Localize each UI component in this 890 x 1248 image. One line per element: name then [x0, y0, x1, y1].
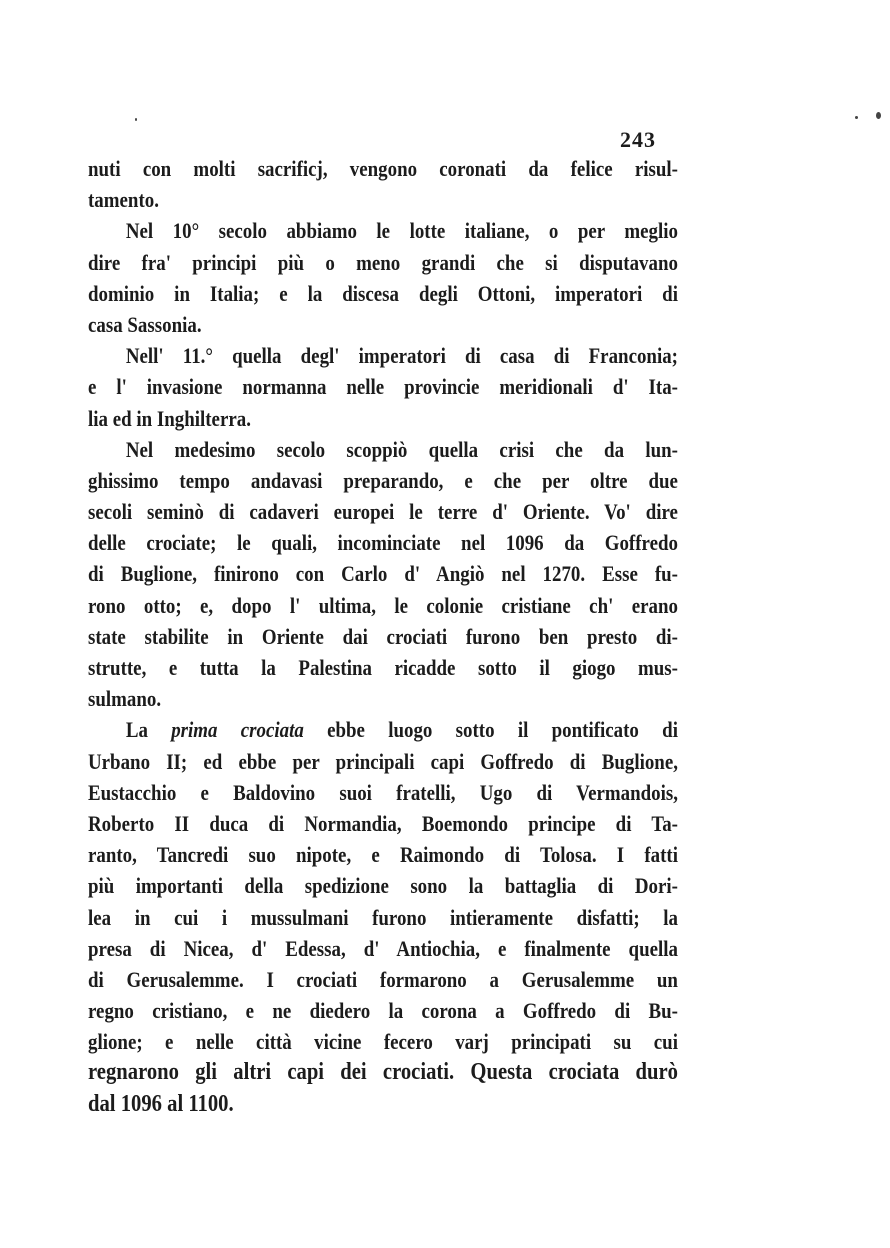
text-fragment: ebbe luogo sotto il pontificato di	[327, 717, 678, 743]
ink-speck	[855, 116, 858, 119]
body-text	[88, 153, 678, 1120]
text-line: dal 1096 al 1100.	[88, 1090, 234, 1117]
text-line: Nel 10° secolo abbiamo le lotte italiane, o per meglio	[125, 218, 678, 244]
text-line: più importanti della spedizione sono la battaglia di Dori-	[88, 873, 678, 899]
text-line: Urbano II; ed ebbe per principali capi Goffredo di Buglione,	[88, 748, 678, 774]
text-line: lea in cui i mussulmani furono intieramente disfatti; la	[88, 904, 678, 930]
text-line: strutte, e tutta la Palestina ricadde sotto il giogo mus-	[88, 655, 678, 680]
text-line: state stabilite in Oriente dai crociati furono ben presto di-	[88, 623, 678, 649]
text-line: regno cristiano, e ne diedero la corona a Goffredo di Bu-	[88, 998, 678, 1024]
text-line: casa Sassonia.	[88, 311, 202, 337]
text-line-mixed	[88, 714, 678, 745]
text-line: presa di Nicea, d' Edessa, d' Antiochia, e finalmente quella	[88, 935, 678, 961]
text-line: tamento.	[88, 187, 159, 213]
text-line: lia ed in Inghilterra.	[88, 405, 251, 431]
text-line: regnarono gli altri capi dei crociati. Questa crociata durò	[88, 1059, 678, 1086]
ink-speck	[876, 112, 881, 119]
text-line: rono otto; e, dopo l' ultima, le colonie cristiane ch' erano	[88, 592, 678, 618]
text-line: sulmano.	[88, 686, 162, 712]
page-number: 243	[620, 127, 656, 152]
text-line: secoli seminò di cadaveri europei le terre d' Oriente. Vo' dire	[88, 499, 678, 525]
italic-emphasis: prima crociata	[171, 717, 304, 743]
ink-speck	[135, 118, 137, 121]
text-line: di Buglione, finirono con Carlo d' Angiò nel 1270. Esse fu-	[88, 561, 678, 587]
text-line: Roberto II duca di Normandia, Boemondo principe di Ta-	[88, 810, 678, 836]
text-line: Nell' 11.° quella degl' imperatori di casa di Franconia;	[125, 343, 678, 369]
text-line: ranto, Tancredi suo nipote, e Raimondo di Tolosa. I fatti	[88, 842, 678, 868]
text-line: dominio in Italia; e la discesa degli Ottoni, imperatori di	[88, 280, 678, 306]
text-line: delle crociate; le quali, incominciate nel 1096 da Goffredo	[88, 530, 678, 556]
text-line: dire fra' principi più o meno grandi che si disputavano	[88, 249, 678, 275]
text-line: di Gerusalemme. I crociati formarono a Gerusalemme un	[88, 966, 678, 992]
text-line: glione; e nelle città vicine fecero varj principati su cui	[88, 1029, 678, 1055]
text-line: Nel medesimo secolo scoppiò quella crisi che da lun-	[125, 436, 678, 462]
text-line: e l' invasione normanna nelle provincie meridionali d' Ita-	[88, 374, 678, 400]
text-line: Eustacchio e Baldovino suoi fratelli, Ugo di Vermandois,	[88, 779, 678, 805]
text-fragment: La	[125, 717, 148, 743]
text-line: ghissimo tempo andavasi preparando, e che per oltre due	[88, 467, 678, 493]
text-line: nuti con molti sacrificj, vengono coronati da felice risul-	[88, 156, 678, 181]
